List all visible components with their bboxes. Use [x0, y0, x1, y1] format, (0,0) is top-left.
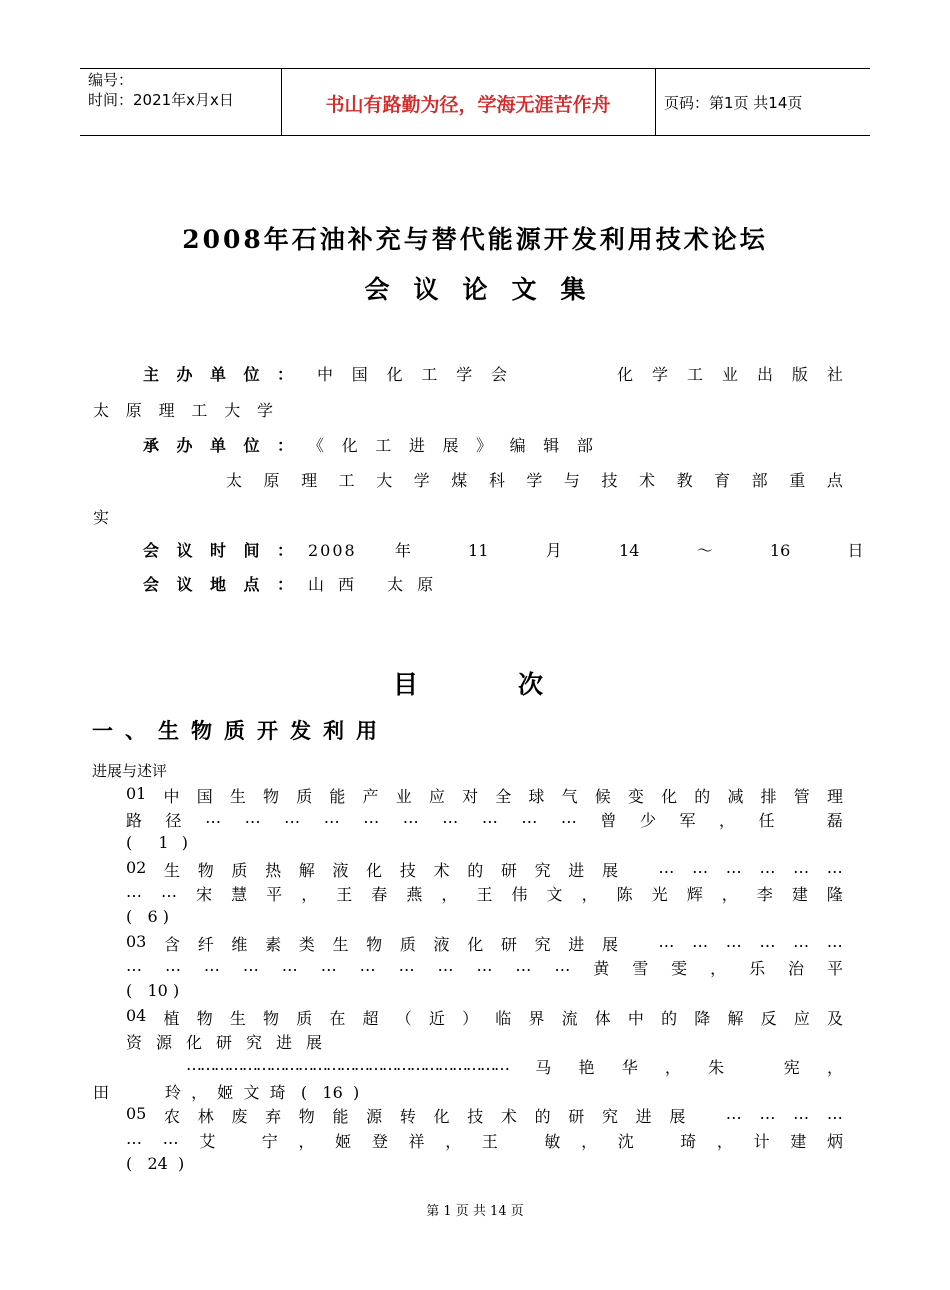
- sponsor-2: 化 学 工 业 出 版 社: [617, 365, 843, 384]
- organizer-2-line2: 实: [93, 508, 110, 527]
- sponsor-3: 太 原 理 工 大 学: [93, 401, 273, 420]
- header-motto: 书山有路勤为径，学海无涯苦作舟: [325, 94, 611, 116]
- organizer-label: 承 办 单 位 ：: [143, 436, 293, 455]
- toc-heading: 目次: [393, 670, 644, 699]
- toc-entry-03-line2: … … … … … … … … … … … … 黄 雪 雯 ， 乐 治 平: [126, 956, 843, 978]
- toc-entry-01-line1: 01 中 国 生 物 质 能 产 业 应 对 全 球 气 候 变 化 的 减 排 管 理: [126, 784, 843, 806]
- page-footer: 第 1 页 共 14 页: [426, 1204, 524, 1219]
- meeting-place-label: 会 议 地 点 ：: [143, 575, 293, 594]
- meeting-place-value: 山西 太原: [308, 575, 448, 594]
- header-bottom-rule: [80, 135, 870, 136]
- header-time-label: 时间：2021年x月x日: [88, 91, 234, 109]
- header-code-label: 编号：: [88, 71, 134, 89]
- organizer-1: 《 化 工 进 展 》 编 辑 部: [308, 436, 593, 455]
- toc-entry-04-line4: 田 玲 ， 姬 文 琦 ( 16 ): [93, 1083, 360, 1102]
- toc-entry-02-line2: … … 宋 慧 平 ， 王 春 燕 ， 王 伟 文 ， 陈 光 辉 ， 李 建 隆: [126, 882, 843, 904]
- organizer-2-line1: 太 原 理 工 大 学 煤 科 学 与 技 术 教 育 部 重 点: [226, 471, 843, 490]
- document-title: 2008年石油补充与替代能源开发利用技术论坛: [182, 225, 768, 254]
- section-heading: 一、生物质开发利用: [92, 718, 389, 743]
- toc-entry-03-line1: 03 含 纤 维 素 类 生 物 质 液 化 研 究 进 展 … … … … … …: [126, 932, 843, 954]
- header-divider: [655, 68, 656, 136]
- header-page-info: 页码：第1页 共14页: [664, 94, 803, 112]
- sponsor-label: 主 办 单 位 ：: [143, 365, 293, 384]
- document-subtitle: 会议论文集: [364, 275, 610, 304]
- toc-entry-03-page: ( 10 ): [126, 981, 180, 1000]
- toc-entry-04-line2: 资源化研究进展: [126, 1033, 337, 1052]
- subsection-heading: 进展与述评: [92, 762, 168, 780]
- toc-entry-05-line1: 05 农 林 废 弃 物 能 源 转 化 技 术 的 研 究 进 展 … … … …: [126, 1104, 843, 1126]
- toc-entry-05-page: ( 24 ): [126, 1154, 185, 1173]
- toc-entry-01-page: ( 1 ): [126, 833, 188, 852]
- toc-entry-02-line1: 02 生 物 质 热 解 液 化 技 术 的 研 究 进 展 … … … … … …: [126, 858, 843, 880]
- toc-entry-01-line2: 路 径 … … … … … … … … … … 曾 少 军 ， 任 磊: [126, 808, 843, 830]
- toc-entry-05-line2: … … 艾 宁 ， 姬 登 祥 ， 王 敏 ， 沈 琦 ， 计 建 炳: [126, 1129, 843, 1151]
- toc-entry-04-line1: 04 植 物 生 物 质 在 超 （ 近 ） 临 界 流 体 中 的 降 解 反 应 及: [126, 1006, 843, 1028]
- meeting-time-label: 会 议 时 间 ：: [143, 541, 293, 560]
- sponsor-1: 中 国 化 工 学 会: [317, 365, 507, 384]
- toc-entry-04-line3: …………………………………………………………… 马 艳 华 ， 朱 宪 ，: [186, 1055, 843, 1077]
- toc-entry-02-page: ( 6 ): [126, 907, 170, 926]
- header-top-rule: [80, 68, 870, 69]
- meeting-time-value: 2008 年 11 月 14 ～ 16 日: [308, 541, 864, 560]
